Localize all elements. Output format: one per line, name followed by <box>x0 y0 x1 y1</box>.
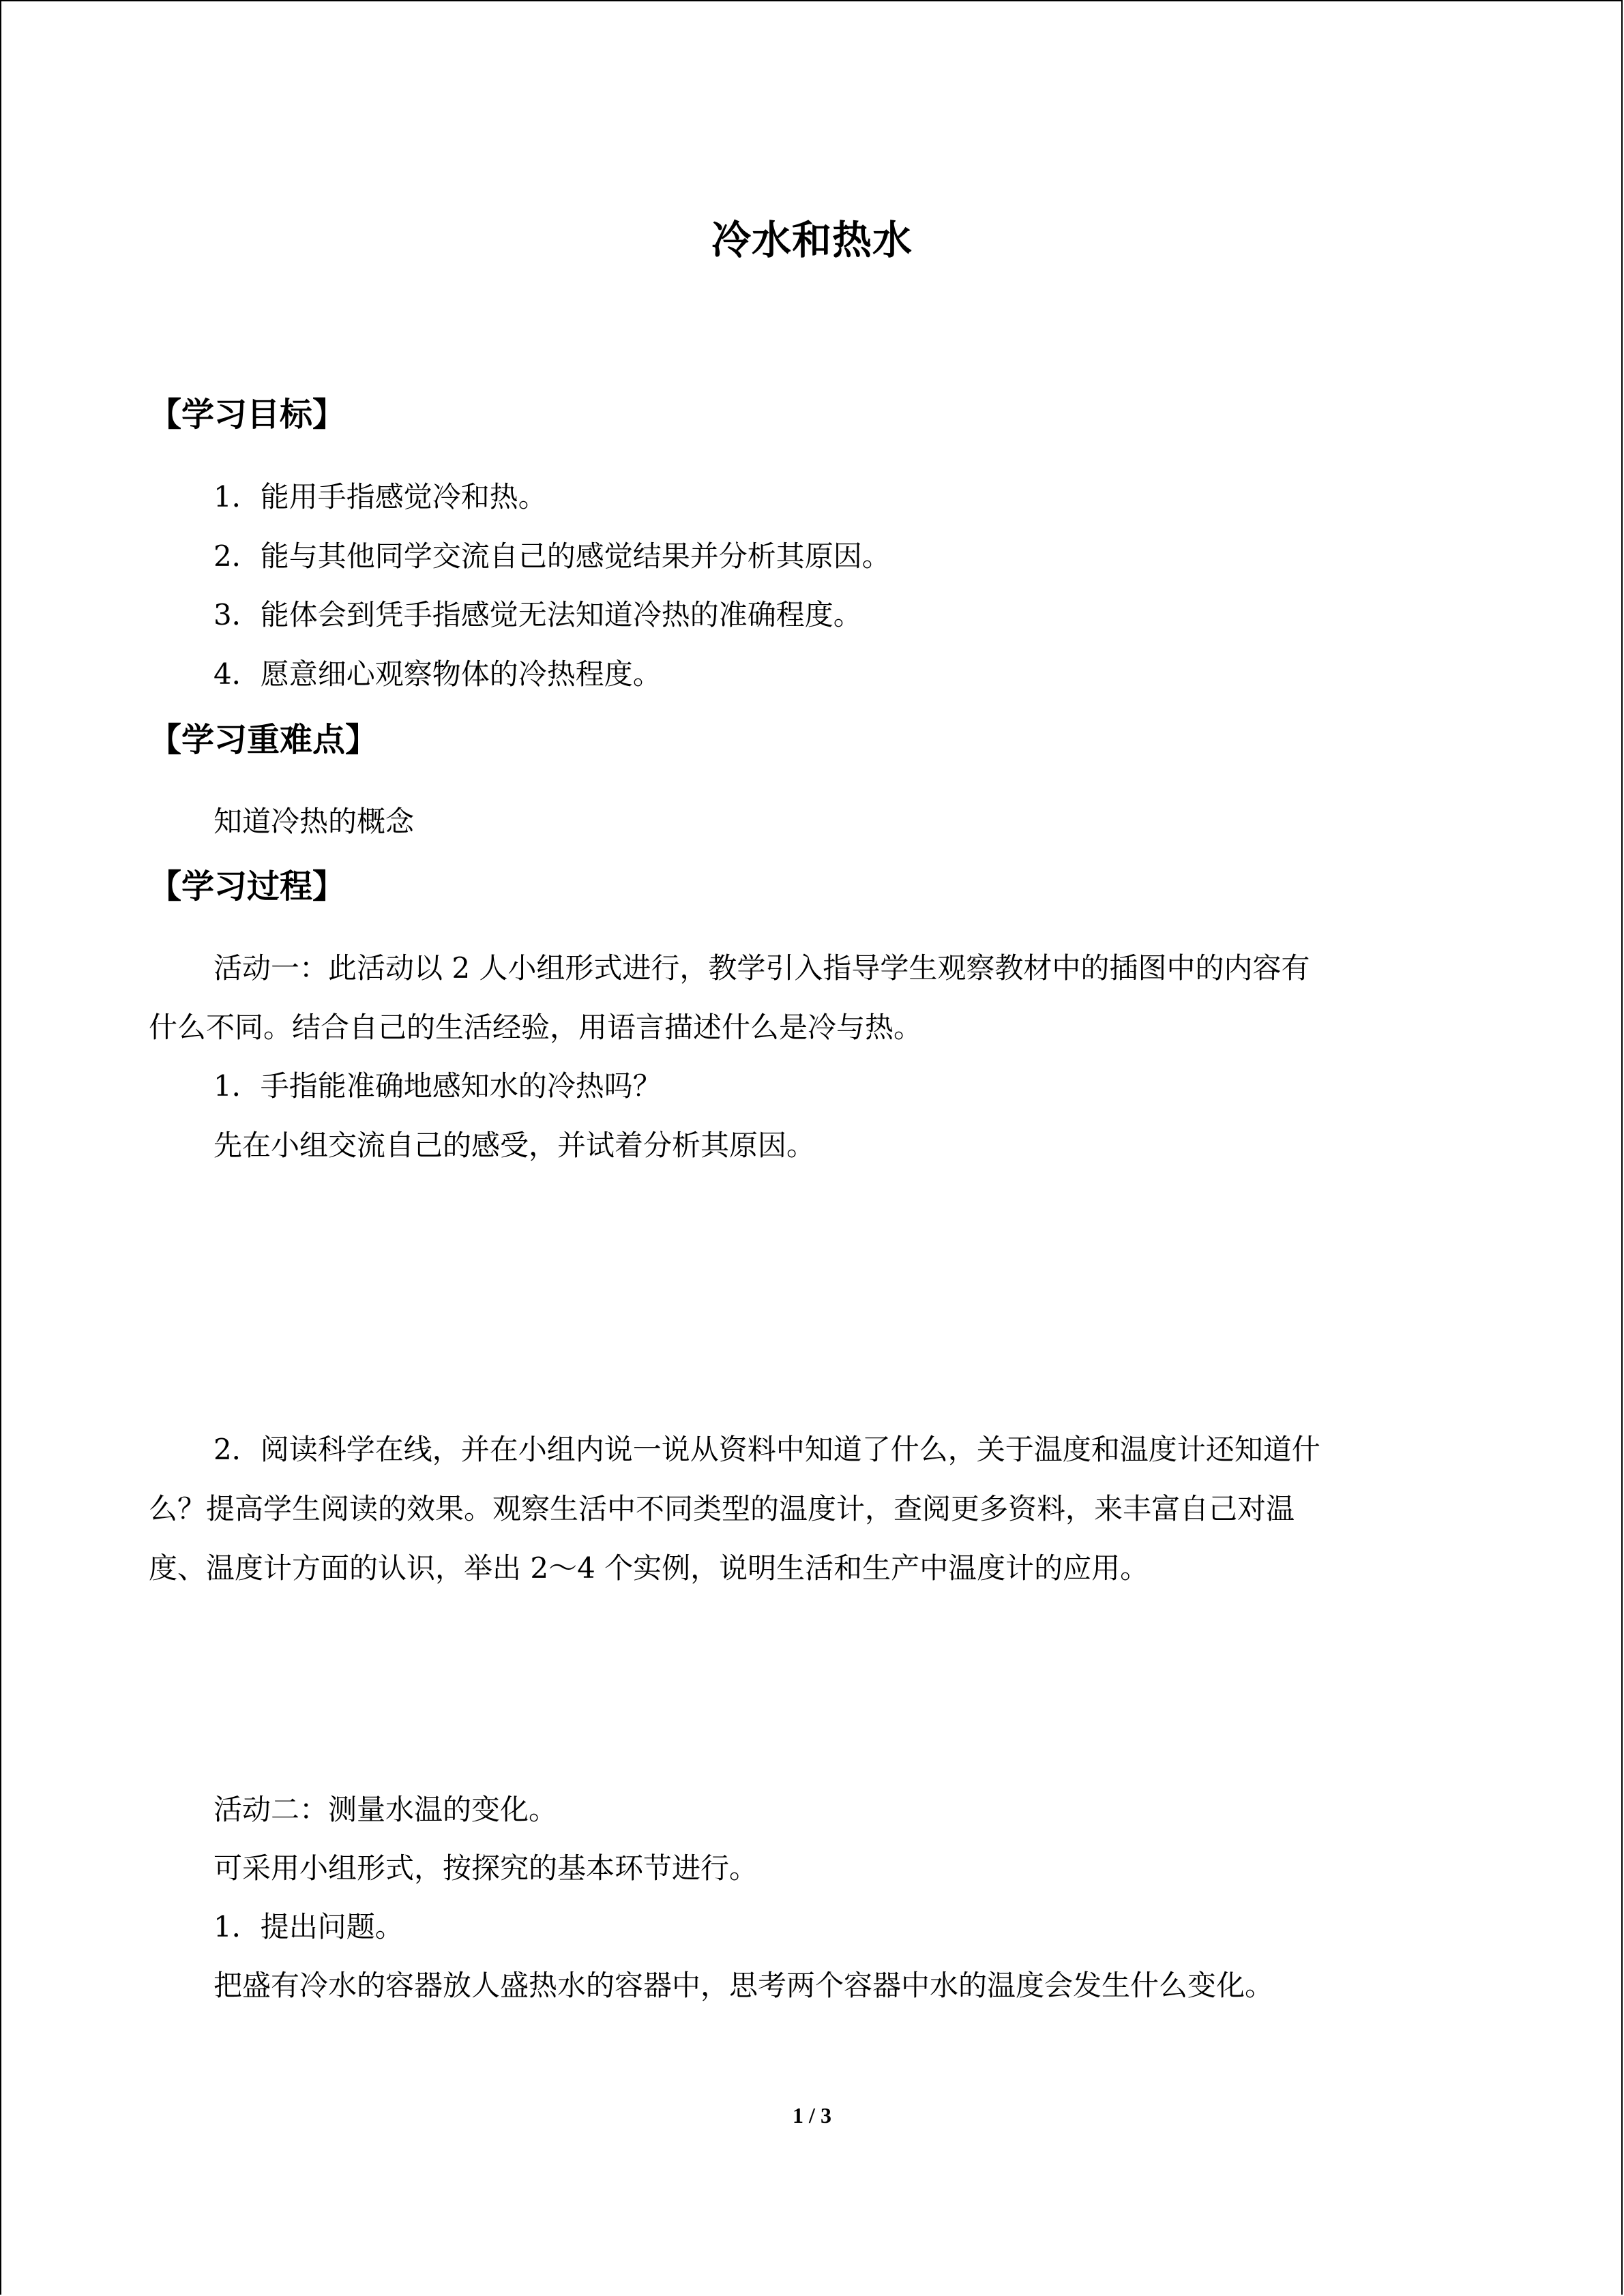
paragraph-line: 可采用小组形式，按探究的基本环节进行。 <box>213 1851 758 1885</box>
paragraph-line: 1．手指能准确地感知水的冷热吗？ <box>213 1069 662 1103</box>
objective-item: 4．愿意细心观察物体的冷热程度。 <box>213 657 662 691</box>
paragraph-line: 度、温度计方面的认识，举出 2～4 个实例，说明生活和生产中温度计的应用。 <box>149 1551 1149 1585</box>
section-heading-process: 【学习过程】 <box>149 867 346 906</box>
objective-item: 2．能与其他同学交流自己的感觉结果并分析其原因。 <box>213 539 891 573</box>
paragraph-line: 先在小组交流自己的感受，并试着分析其原因。 <box>213 1129 816 1162</box>
paragraph-line: 么？提高学生阅读的效果。观察生活中不同类型的温度计，查阅更多资料，来丰富自己对温 <box>149 1492 1295 1525</box>
objective-item: 3．能体会到凭手指感觉无法知道冷热的准确程度。 <box>213 598 862 631</box>
section-heading-key-points: 【学习重难点】 <box>149 721 379 759</box>
paragraph-line: 什么不同。结合自己的生活经验，用语言描述什么是冷与热。 <box>149 1011 923 1044</box>
page-number: 1 / 3 <box>793 2103 831 2128</box>
paragraph-line: 1．提出问题。 <box>213 1910 404 1943</box>
section-heading-objectives: 【学习目标】 <box>149 396 346 434</box>
objective-item: 1．能用手指感觉冷和热。 <box>213 480 547 513</box>
key-points-text: 知道冷热的概念 <box>213 805 415 838</box>
document-title: 冷水和热水 <box>711 217 913 263</box>
paragraph-line: 2．阅读科学在线，并在小组内说一说从资料中知道了什么，关于温度和温度计还知道什 <box>213 1433 1320 1466</box>
paragraph-line: 活动一：此活动以 2 人小组形式进行，教学引入指导学生观察教材中的插图中的内容有 <box>213 951 1310 985</box>
paragraph-line: 把盛有冷水的容器放人盛热水的容器中，思考两个容器中水的温度会发生什么变化。 <box>213 1969 1274 2002</box>
paragraph-line: 活动二：测量水温的变化。 <box>213 1793 558 1826</box>
